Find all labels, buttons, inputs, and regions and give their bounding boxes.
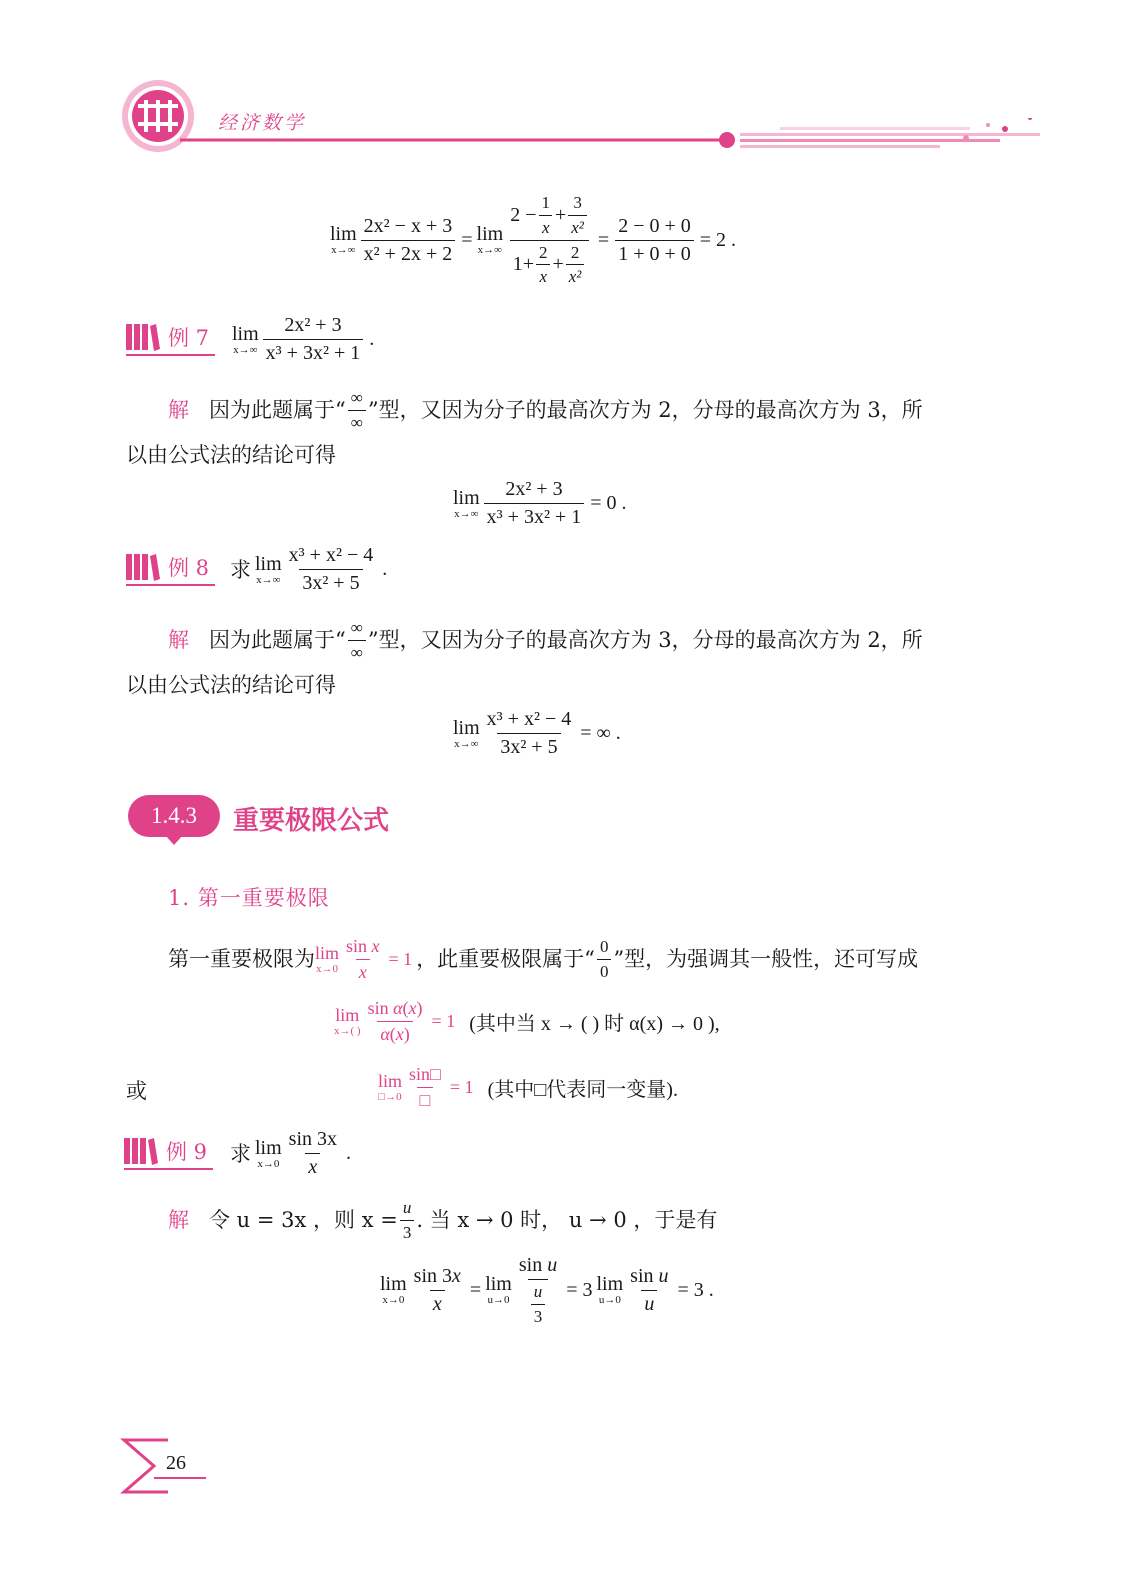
example7-label: 例 7 — [126, 322, 215, 356]
example7-solution-line1: 解 因为此题属于“ $\frac{\infty}{\infty}$ ”型，又因为分子的最高次方为 2，分母的最高次方为 3，所 — [168, 388, 923, 432]
header-title: 经济数学 — [218, 112, 307, 134]
example7-solution-line2: 以由公式法的结论可得 — [126, 443, 336, 467]
section-title: 重要极限公式 — [233, 806, 390, 836]
example8-result: lim x→∞ $\frac{\text{x³ + x² − 4}}{\text{3x² + 5}}$ = ∞ . — [453, 708, 621, 758]
section-badge-pointer — [165, 835, 183, 845]
sigma-icon — [120, 1438, 210, 1498]
subsection-title: 1. 第一重要极限 — [168, 886, 330, 910]
page-number: 26 — [166, 1452, 186, 1474]
example9-expression: 求 lim x→0 $\frac{\sin 3x}{x}$ . — [230, 1128, 352, 1178]
example9-label: 例 9 — [124, 1136, 213, 1170]
example9-result: lim x→0 $\frac{\sin 3x}{x}$ = lim u→0 $\frac{\text{sin u}}{\frac{u}{3}}$ = 3 lim u→0 $\frac{\text{sin u}}{u}$ = 3 . — [380, 1254, 714, 1326]
general-form: lim x→( ) $\frac{\text{sin α(x)}}{\alpha(x)}$ = 1 (其中当 x → ( ) 时 α(x) → 0 ), — [334, 998, 720, 1044]
box-form: lim □→0 $\frac{\sin□}{□}$ = 1 (其中□代表同一变量). — [378, 1064, 678, 1110]
books-icon — [126, 552, 160, 582]
books-icon — [126, 322, 160, 352]
example7-expression: lim x→∞ $\frac{\text{2x² + 3}}{\text{x³ + 3x² + 1}}$ . — [232, 314, 375, 364]
example7-result: lim x→∞ $\frac{\text{2x² + 3}}{\text{x³ + 3x² + 1}}$ = 0 . — [453, 478, 627, 528]
first-limit-intro: 第一重要极限为 lim x→0 $\frac{\text{sin x}}{x}$ = 1 ，此重要极限属于“ $\frac{0}{0}$ ”型，为强调其一般性，还可写成 — [168, 936, 919, 982]
header-rule — [180, 118, 1040, 158]
books-icon — [124, 1136, 158, 1166]
example8-label: 例 8 — [126, 552, 215, 586]
example8-solution-line2: 以由公式法的结论可得 — [126, 673, 336, 697]
example8-expression: 求 lim x→∞ $\frac{\text{x³ + x² − 4}}{\text{3x² + 5}}$ . — [230, 544, 388, 594]
example9-solution: 解 令 u = 3x ，则 x = $\frac{u}{3}$ . 当 x → 0 时， u → 0 ，于是有 — [168, 1198, 718, 1242]
section-badge: 1.4.3 — [128, 795, 220, 837]
or-label: 或 — [126, 1079, 147, 1103]
top-equation: lim x→∞ $\frac{\text{2x² − x + 3}}{\text{x² + 2x + 2}}$ = lim x→∞ 2 − $\frac{1}{x}$ + $\frac{3}{\text{x²}}$ 1+ $\frac{2}{x}$ + $\frac{2}{\text{x²}}$ = $\frac{2 - 0 + 0}{1 + 0 + 0}$ = 2 . — [330, 193, 737, 287]
example8-solution-line1: 解 因为此题属于“ $\frac{\infty}{\infty}$ ”型，又因为分子的最高次方为 3，分母的最高次方为 2，所 — [168, 618, 923, 662]
